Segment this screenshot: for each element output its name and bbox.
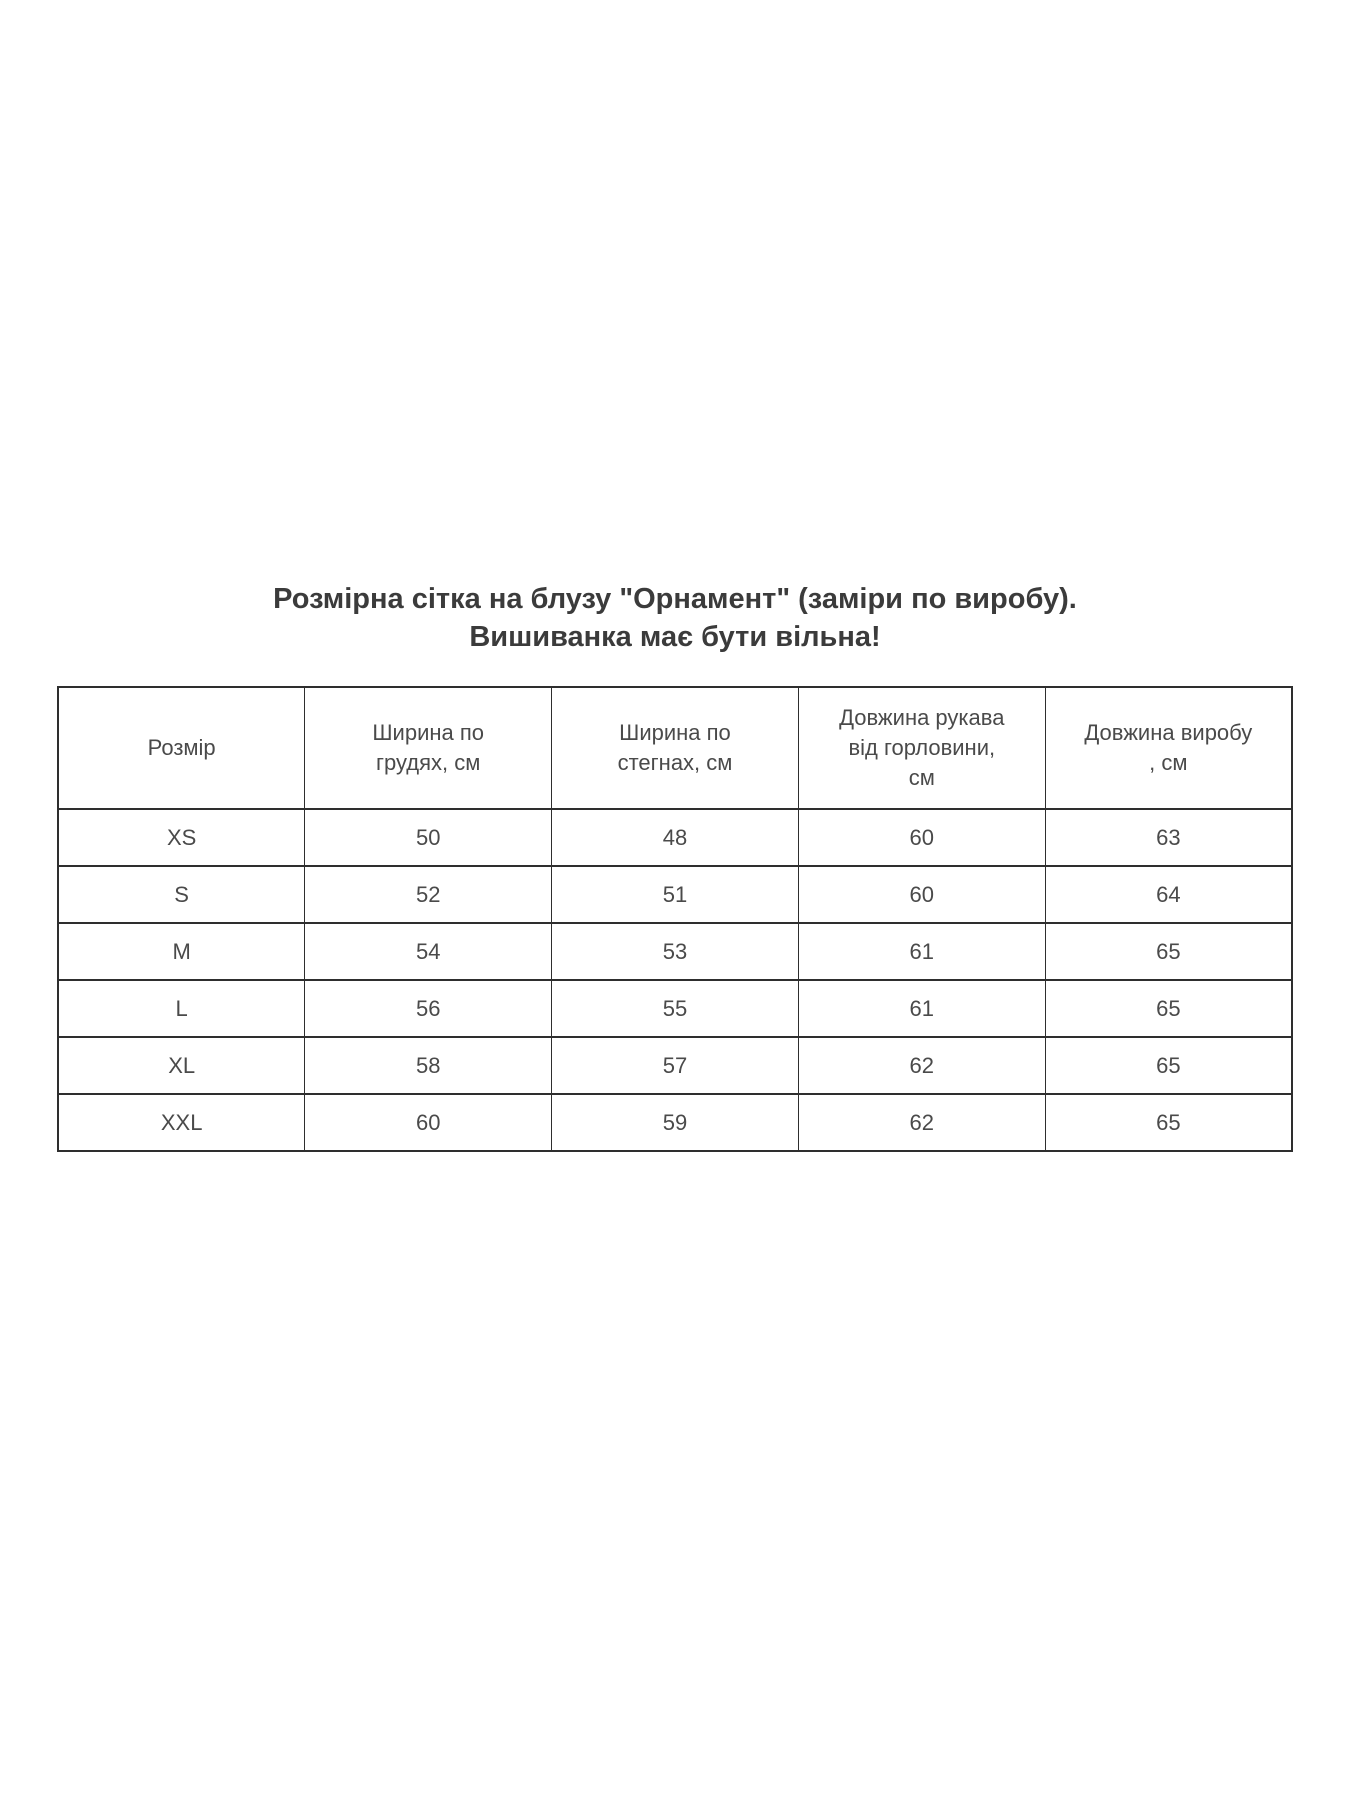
header-chest-line-2: грудях, см xyxy=(376,750,481,775)
value-cell: 55 xyxy=(552,980,799,1037)
size-cell: M xyxy=(58,923,305,980)
header-size-label: Розмір xyxy=(147,735,216,760)
header-sleeve-line-3: см xyxy=(908,765,935,790)
table-row-xxl xyxy=(58,1094,1292,1151)
size-chart-table xyxy=(57,686,1293,1152)
size-cell: XXL xyxy=(58,1094,305,1151)
value-cell: 52 xyxy=(305,866,552,923)
page-title-line-1: Розмірна сітка на блузу "Орнамент" (заміри по виробу). xyxy=(273,583,1077,615)
value-cell: 57 xyxy=(552,1037,799,1094)
header-chest-line-1: Ширина по xyxy=(372,720,484,745)
table-row-xl xyxy=(58,1037,1292,1094)
header-sleeve-line-2: від горловини, xyxy=(848,735,996,760)
value-cell: 65 xyxy=(1045,1037,1292,1094)
value-cell: 65 xyxy=(1045,923,1292,980)
value-cell: 60 xyxy=(798,866,1045,923)
header-cell-chest-width xyxy=(305,687,552,809)
header-length-line-2: , см xyxy=(1149,750,1188,775)
value-cell: 60 xyxy=(305,1094,552,1151)
size-cell: XS xyxy=(58,809,305,866)
header-length-line-1: Довжина виробу xyxy=(1084,720,1253,745)
page-title xyxy=(0,580,1350,656)
size-chart-body xyxy=(58,809,1292,1151)
table-row-m xyxy=(58,923,1292,980)
value-cell: 62 xyxy=(798,1094,1045,1151)
value-cell: 54 xyxy=(305,923,552,980)
value-cell: 56 xyxy=(305,980,552,1037)
header-hip-line-2: стегнах, см xyxy=(617,750,733,775)
header-row xyxy=(58,687,1292,809)
header-cell-hip-width xyxy=(552,687,799,809)
header-sleeve-line-1: Довжина рукава xyxy=(839,705,1005,730)
header-hip-line-1: Ширина по xyxy=(619,720,731,745)
page-title-line-2: Вишиванка має бути вільна! xyxy=(469,621,881,653)
value-cell: 51 xyxy=(552,866,799,923)
table-row-xs xyxy=(58,809,1292,866)
size-cell: XL xyxy=(58,1037,305,1094)
value-cell: 61 xyxy=(798,980,1045,1037)
value-cell: 53 xyxy=(552,923,799,980)
size-cell: S xyxy=(58,866,305,923)
value-cell: 48 xyxy=(552,809,799,866)
value-cell: 61 xyxy=(798,923,1045,980)
table-row-s xyxy=(58,866,1292,923)
header-cell-product-length xyxy=(1045,687,1292,809)
value-cell: 62 xyxy=(798,1037,1045,1094)
value-cell: 65 xyxy=(1045,1094,1292,1151)
value-cell: 58 xyxy=(305,1037,552,1094)
header-cell-size xyxy=(58,687,305,809)
value-cell: 59 xyxy=(552,1094,799,1151)
value-cell: 64 xyxy=(1045,866,1292,923)
value-cell: 60 xyxy=(798,809,1045,866)
size-chart-header xyxy=(58,687,1292,809)
header-cell-sleeve-length xyxy=(798,687,1045,809)
value-cell: 63 xyxy=(1045,809,1292,866)
table-row-l xyxy=(58,980,1292,1037)
size-cell: L xyxy=(58,980,305,1037)
value-cell: 65 xyxy=(1045,980,1292,1037)
value-cell: 50 xyxy=(305,809,552,866)
